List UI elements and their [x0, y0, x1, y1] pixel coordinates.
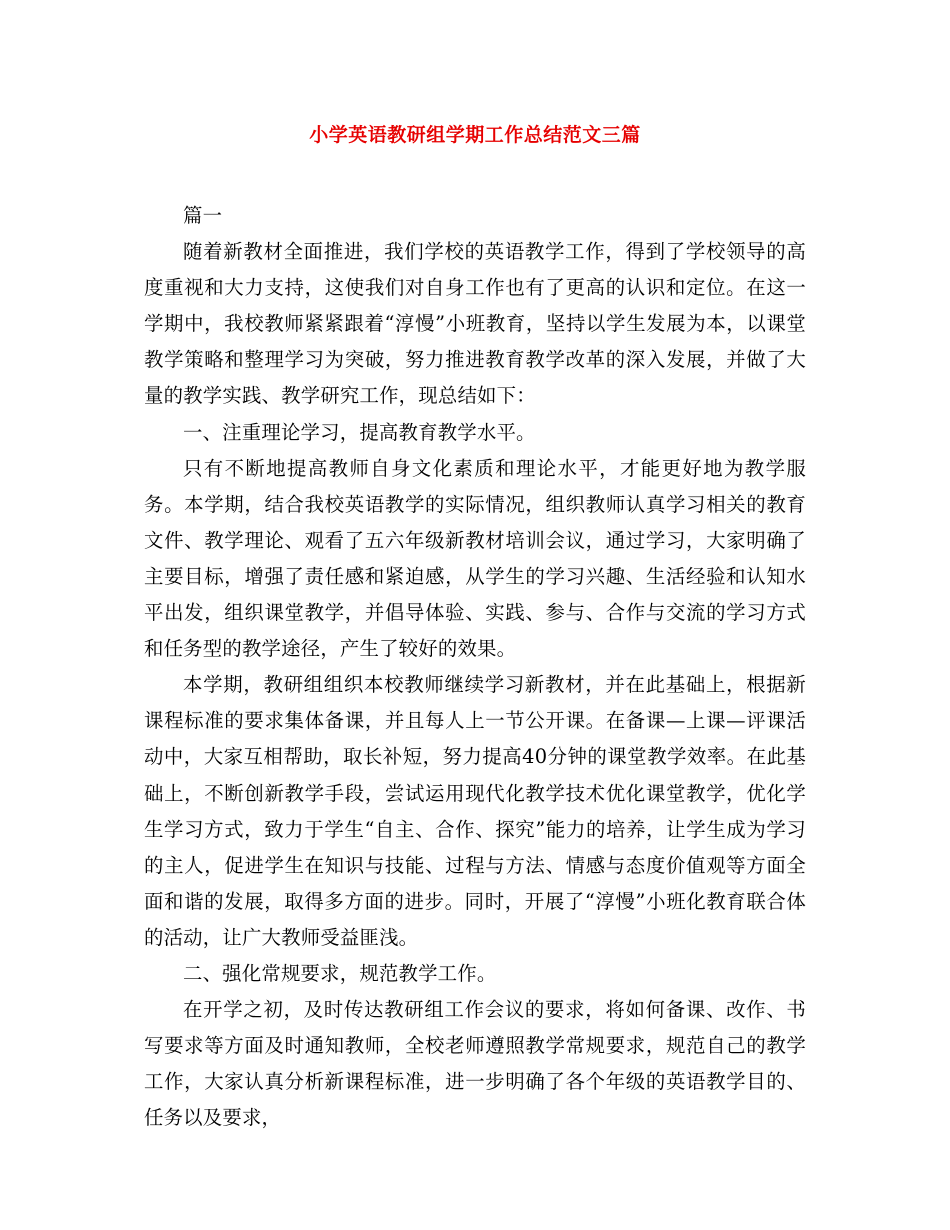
section-heading-1: 一、注重理论学习，提高教育教学水平。 [183, 420, 536, 444]
body-paragraph-2: 本学期，教研组组织本校教师继续学习新教材，并在此基础上，根据新课程标准的要求集体备课，并且每人上一节公开课。在备课—上课—评课活动中，大家互相帮助，取长补短，努力提高40分钟的课堂教学效率。在此基础上，不断创新教学手段，尝试运用现代化教学技术优化课堂教学，优化学生学习方式，致力于学生“自主、合作、探究”能力的培养，让学生成为学习的主人，促进学生在知识与技能、过程与方法、情感与态度价值观等方面全面和谐的发展，取得多方面的进步。同时，开展了“淳慢”小班化教育联合体的活动，让广大教师受益匪浅。 [144, 673, 806, 949]
body-paragraph-1: 只有不断地提高教师自身文化素质和理论水平，才能更好地为教学服务。本学期，结合我校英语教学的实际情况，组织教师认真学习相关的教育文件、教学理论、观看了五六年级新教材培训会议，通过学习，大家明确了主要目标，增强了责任感和紧迫感，从学生的学习兴趣、生活经验和认知水平出发，组织课堂教学，并倡导体验、实践、参与、合作与交流的学习方式和任务型的教学途径，产生了较好的效果。 [144, 456, 806, 661]
section-heading-2: 二、强化常规要求，规范教学工作。 [183, 961, 497, 985]
document-body [144, 198, 806, 1136]
section-label: 篇一 [183, 204, 223, 227]
intro-paragraph: 随着新教材全面推进，我们学校的英语教学工作，得到了学校领导的高度重视和大力支持，这使我们对自身工作也有了更高的认识和定位。在这一学期中，我校教师紧紧跟着“淳慢”小班教育，坚持以学生发展为本，以课堂教学策略和整理学习为突破，努力推进教育教学改革的深入发展，并做了大量的教学实践、教学研究工作，现总结如下： [144, 240, 806, 408]
document-title: 小学英语教研组学期工作总结范文三篇 [309, 124, 641, 146]
body-paragraph-3: 在开学之初，及时传达教研组工作会议的要求，将如何备课、改作、书写要求等方面及时通知教师，全校老师遵照教学常规要求，规范自己的教学工作，大家认真分析新课程标准，进一步明确了各个年级的英语教学目的、任务以及要求， [144, 998, 806, 1130]
